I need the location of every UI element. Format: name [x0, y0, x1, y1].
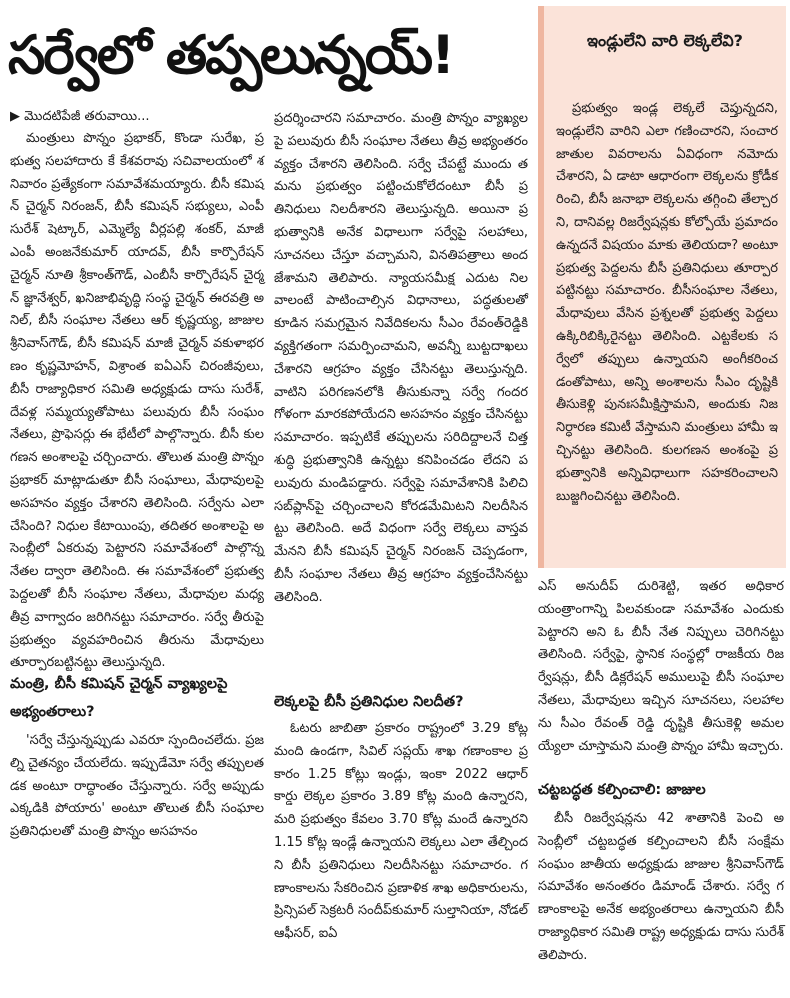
subheading-legal-status: చట్టబద్ధత కల్పించాలి: జాజుల — [538, 782, 706, 798]
subheading-bc-questions: లెక్కలపై బీసీ ప్రతినిధుల నిలదీత? — [274, 694, 464, 710]
article-paragraph: 'సర్వే చేస్తున్నప్పుడు ఎవరూ స్పందించలేదు. ప్రజల్ని చైతన్యం చేయలేదు. ఇప్పుడేమో సర్వే తప్పులతడక అంటూ రాద్ధాంతం చేస్తున్నారు. సర్వే అప్పుడు ఎక్కడికి పోయారు' అంటూ తొలుత బీసీ సంఘాల ప్రతినిధులతో మంత్రి పొన్నం అసహనం — [10, 733, 264, 840]
article-column-1 — [10, 128, 264, 671]
article-paragraph: ఓటరు జాబితా ప్రకారం రాష్ట్రంలో 3.29 కోట్ల మంది ఉండగా, సివిల్ సప్లయ్ శాఖ గణాంకాల ప్రకారం 1.25 కోట్లు ఇండ్లు, ఇంకా 2022 ఆధార్ కార్డు లెక్కల ప్రకారం 3.89 కోట్ల మంది ఉన్నారని, మరి ప్రభుత్వం కేవలం 3.70 కోట్ల మందే ఉన్నారని 1.15 కోట్ల ఇండ్లే ఉన్నాయని లెక్కలు ఎలా తేల్చిందని బీసీ ప్రతినిధులు నిలదీసినట్టు సమాచారం. గణాంకాలను సేకరించిన ప్రణాళిక శాఖ అధికారులను, ప్రిన్సిపల్ సెక్రటరీ సందీప్‌కుమార్ సుల్తానియా, నోడల్ ఆఫీసర్, ఐఏ — [274, 721, 528, 942]
article-column-2 — [274, 108, 528, 686]
article-column-2-lower — [274, 718, 528, 995]
sidebar-paragraph: ప్రభుత్వం ఇండ్ల లెక్కలే చెప్తున్నదని, ఇండ్లులేని వారిని ఎలా గణించారని, సంచార జాతుల వివరాలను ఏవిధంగా నమోదు చేశారని, ఏ డాటా ఆధారంగా లెక్కలను క్రోడీకరించి, బీసీ జనాభా లెక్కలను తగ్గించి తేల్చారని, దానివల్ల రిజర్వేషన్లకు కోల్పోయే ప్రమాదం ఉన్నదనే విషయం మాకు తెలియదా? అంటూ ప్రభుత్వ పెద్దలను బీసీ ప్రతినిధులు తూర్పారపట్టినట్టు సమాచారం. బీసీసంఘాల నేతలు, మేధావులు వేసిన ప్రశ్నలతో ప్రభుత్వ పెద్దలు ఉక్కిరిబిక్కిరైనట్టు తెలిసింది. ఎట్టకేలకు సర్వేలో తప్పులు ఉన్నాయని అంగీకరించడంతోపాటు, అన్ని అంశాలను సీఎం దృష్టికి తీసుకెళ్లి పునఃసమీక్షిస్తామని, అందుకు నిజనిర్ధారణ కమిటీ వేస్తామని మంత్రులు హామీ ఇచ్చినట్టు తెలిసింది. కులగణన అంశంపై ప్రభుత్వానికి అన్నివిధాలుగా సహకరించాలని బుజ్జగించినట్టు తెలిసింది. — [556, 101, 778, 504]
sidebar-box — [538, 6, 786, 568]
article-column-1-lower — [10, 730, 264, 995]
article-paragraph: ఎస్ అనుదీప్ దురిశెట్టి, ఇతర అధికార యంత్రాంగాన్ని పిలవకుండా సమావేశం ఎందుకు పెట్టారని అని ఓ బీసీ నేత నిప్పులు చెరిగినట్టు తెలిసింది. సర్వేపై, స్థానిక సంస్థల్లో రాజకీయ రిజర్వేషన్లు, బీసీ డిక్లరేషన్ అములుపై బీసీ సంఘాల నేతలు, మేధావులు ఇచ్చిన సూచనలు, సలహాలను సీఎం రేవంత్ రెడ్డి దృష్టికి తీసుకెళ్లి అమలయ్యేలా చూస్తామని మంత్రి పొన్నం హామీ ఇచ్చారు. — [538, 579, 784, 754]
article-paragraph: బీసీ రిజర్వేషన్లను 42 శాతానికి పెంచి అసెంబ్లీలో చట్టబద్ధత కల్పించాలని బీసీ సంక్షేమ సంఘం జాతీయ అధ్యక్షుడు జాజుల శ్రీనివాస్‌గౌడ్ సమావేశం అనంతరం డిమాండ్ చేశారు. సర్వే గణాంకాలపై అనేక అభ్యంతరాలు ఉన్నాయని బీసీ రాజ్యాధికార సమితి రాష్ట్ర అధ్యక్షుడు దాసు సురేశ్ తెలిపారు. — [538, 811, 784, 963]
sidebar-box-body — [556, 98, 778, 558]
article-column-3-lower — [538, 808, 784, 996]
continued-label: ▶ మొదటిపేజీ తరువాయి... — [10, 109, 150, 124]
article-paragraph: మంత్రులు పొన్నం ప్రభాకర్, కొండా సురేఖ, ప్రభుత్వ సలహాదారు కే కేశవరావు సచివాలయంలో శనివారం ప్రత్యేకంగా సమావేశమయ్యారు. బీసీ కమిషన్ చైర్మన్ నిరంజన్, బీసీ కమిషన్ సభ్యులు, ఎంపీ సురేశ్ షెట్కార్, ఎమ్మెల్యే వీర్లపల్లి శంకర్, మాజీ ఎంపీ అంజనేకుమార్ యాదవ్, బీసీ కార్పొరేషన్ చైర్మన్ నూతి శ్రీకాంత్‌గౌడ్, ఎంబీసీ కార్పొరేషన్ చైర్మన్ జ్ఞానేశ్వర్, ఖనిజాభివృద్ధి సంస్థ చైర్మన్ ఈరవత్రి అనిల్, బీసీ సంఘాల నేతలు ఆర్ కృష్ణయ్య, జాజుల శ్రీనివాస్‌గౌడ్, బీసీ కమిషన్ మాజీ చైర్మన్ వకుళాభరణం కృష్ణమోహన్, విశ్రాంత ఐఏఎస్ చిరంజీవులు, బీసీ రాజ్యాధికార సమితి అధ్యక్షుడు దాసు సురేశ్, దేవళ్ల సమ్మయ్యతోపాటు పలువురు బీసీ సంఘం నేతలు, ప్రొఫెసర్లు ఈ భేటీలో పాల్గొన్నారు. బీసీ కులగణన అంశాలపై చర్చించారు. తొలుత మంత్రి పొన్నం ప్రభాకర్ మాట్లాడుతూ బీసీ సంఘాలు, మేధావులపై అసహనం వ్యక్తం చేశారని తెలిసింది. సర్వేను ఎలా చేసింది? నిధుల కేటాయింపు, తదితర అంశాలపై అసెంబ్లీలో ఏకరువు పెట్టారని సమావేశంలో పాల్గొన్న నేతల ద్వారా తెలిసింది. ఈ సమావేశంలో ప్రభుత్వ పెద్దలతో బీసీ సంఘాల నేతలు, మేధావుల మధ్య తీవ్ర వాగ్వాదం జరిగినట్టు సమాచారం. సర్వే తీరుపై ప్రభుత్వం వ్యవహరించిన తీరును మేధావులు తూర్పారబట్టినట్టు తెలుస్తున్నది. — [10, 131, 264, 671]
headline: సర్వేలో తప్పలున్నయ్! — [8, 25, 454, 86]
subheading-minister-comments: మంత్రి, బీసీ కమిషన్ చైర్మన్ వ్యాఖ్యలపై అభ్యంతరాలు? — [10, 676, 228, 720]
sidebar-box-title: ఇండ్లులేని వారి లెక్కలేవి? — [587, 31, 743, 50]
article-paragraph: ప్రదర్శించారని సమాచారం. మంత్రి పొన్నం వ్యాఖ్యలపై పలువురు బీసీ సంఘాల నేతలు తీవ్ర అభ్యంతరం వ్యక్తం చేశారని తెలిసింది. సర్వే చేపట్టే ముందు తమను ప్రభుత్వం పట్టించుకోలేదంటూ బీసీ ప్రతినిధులు నిలదీశారని తెలుస్తున్నది. అయినా ప్రభుత్వానికి అనేక విధాలుగా సర్వేపై సలహాలు, సూచనలు చేస్తూ వచ్చామని, వినతిపత్రాలు అందజేశామని తెలిపారు. న్యాయసమీక్ష ఎదుట నిలవాలంటే పాటించాల్సిన విధానాలు, పద్ధతులతో కూడిన సమగ్రమైన నివేదికలను సీఎం రేవంత్‌రెడ్డికి వ్యక్తిగతంగా సమర్పించామని, అవన్నీ బుట్టదాఖలు చేశారని ఆగ్రహం వ్యక్తం చేసినట్టు తెలుస్తున్నది. వాటిని పరిగణనలోకి తీసుకున్నా సర్వే గందరగోళంగా మారకపోయేదని అసహనం వ్యక్తం చేసినట్టు సమాచారం. ఇప్పటికే తప్పులను సరిదిద్దాలనే చిత్తశుద్ధి ప్రభుత్వానికి ఉన్నట్టు కనిపించడం లేదని పలువురు మండిపడ్డారు. సర్వేపై సమావేశానికి పిలిచి సబ్‌ప్లాన్‌పై చర్చించాలని కోరడమేమిటని నిలదీసినట్టు తెలిసింది. అదే విధంగా సర్వే లెక్కలు వాస్తవమేనని బీసీ కమిషన్ చైర్మన్ నిరంజన్ చెప్పడంగా, బీసీ సంఘాల నేతలు తీవ్ర ఆగ్రహం వ్యక్తంచేసినట్టు తెలిసింది. — [274, 111, 528, 605]
article-column-3 — [538, 576, 784, 764]
